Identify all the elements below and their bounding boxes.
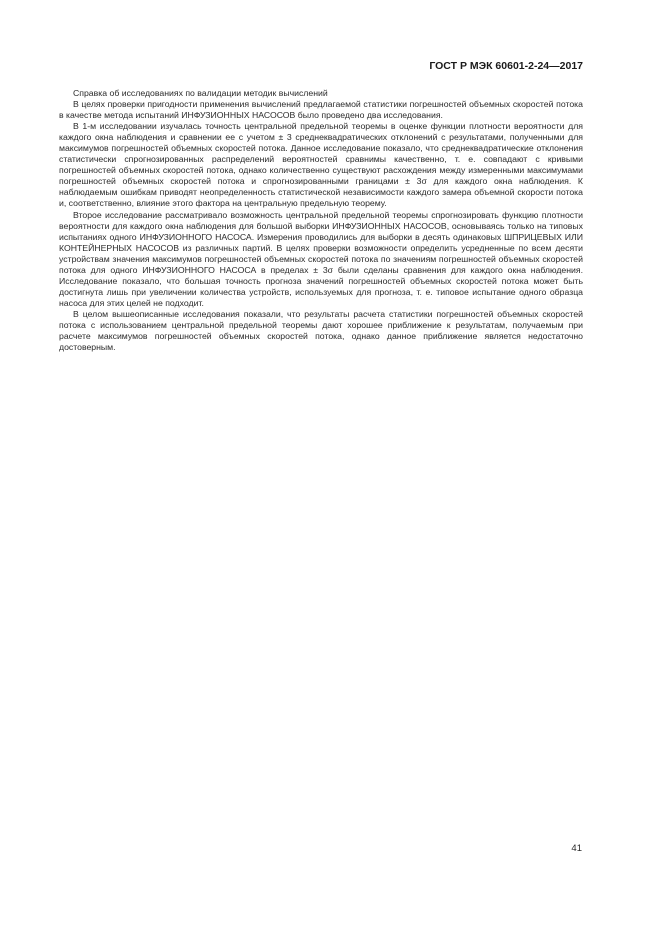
standard-header: ГОСТ Р МЭК 60601-2-24—2017 — [429, 60, 583, 72]
paragraph: В целом вышеописанные исследования показали, что результаты расчета статистики погрешностей объемных скоростей потока с использованием центральной предельной теоремы дают хорошее приближение к результатам, получаемым при расчете максимумов погрешностей объемных скоростей потока, однако данное приближение является недостаточно достоверным. — [59, 308, 583, 353]
paragraph: Второе исследование рассматривало возможность центральной предельной теоремы спрогнозировать функцию плотности вероятности для каждого окна наблюдения для большой выборки ИНФУЗИОННЫХ НАСОСОВ, основываясь только на типовых испытаниях одного ИНФУЗИОННОГО НАСОСА. Измерения проводились для выборки в десять одинаковых ШПРИЦЕВЫХ ИЛИ КОНТЕЙНЕРНЫХ НАСОСОВ из различных партий. В целях проверки возможности определить усредненные по всем десяти устройствам значения максимумов погрешностей объемных скоростей потока по значениям погрешностей объемных скоростей потока для одного ИНФУЗИОННОГО НАСОСА в пределах ± 3σ были сделаны сравнения для каждого окна наблюдения. Исследование показало, что большая точность прогноза значений погрешностей объемных скоростей потока может быть достигнута лишь при увеличении количества устройств, используемых для прогноза, т. е. типовое испытание одного образца насоса для этих целей не подходит. — [59, 209, 583, 308]
paragraph: В целях проверки пригодности применения вычислений предлагаемой статистики погрешностей объемных скоростей потока в качестве метода испытаний ИНФУЗИОННЫХ НАСОСОВ было проведено два исследования. — [59, 99, 583, 121]
body-text — [59, 88, 583, 353]
paragraph: В 1-м исследовании изучалась точность центральной предельной теоремы в оценке функции плотности вероятности для каждого окна наблюдения и сравнении ее с учетом ± 3 среднеквадратических отклонений с результатами, полученными для максимумов погрешностей объемных скоростей потока. Данное исследование показало, что среднеквадратические отклонения статистически спрогнозированных распределений вероятностей сравнимы качественно, т. е. совпадают с кривыми погрешностей объемных скоростей потока, однако количественно существуют расхождения между измеренными максимумами погрешностей объемных скоростей потока и спрогнозированными границами ± 3σ для каждого окна наблюдения. К наблюдаемым ошибкам приводят неопределенность статистической независимости каждого замера объемной скорости потока и, соответственно, влияние этого фактора на центральную предельную теорему. — [59, 121, 583, 209]
page-number: 41 — [571, 843, 582, 854]
paragraph-heading: Справка об исследованиях по валидации методик вычислений — [73, 88, 328, 98]
